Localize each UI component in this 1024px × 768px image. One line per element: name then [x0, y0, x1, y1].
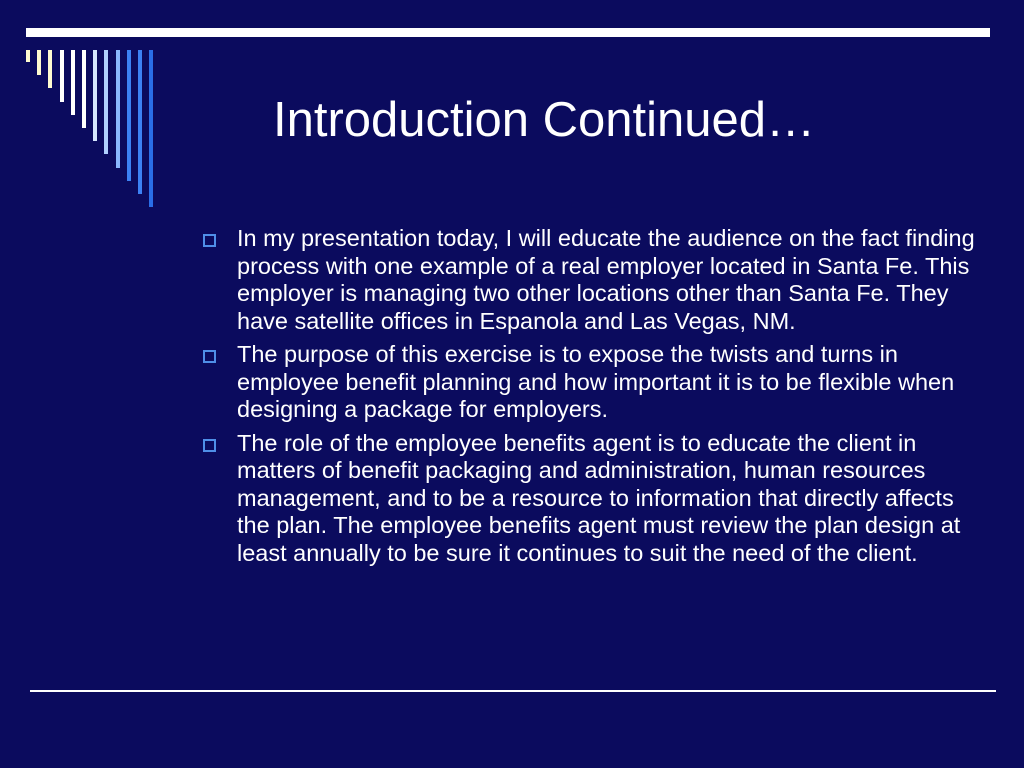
stripe — [26, 50, 30, 62]
slide-title: Introduction Continued… — [273, 93, 816, 147]
stripe — [48, 50, 52, 88]
bullet-item — [200, 225, 980, 335]
stripe — [149, 50, 153, 207]
bullet-text: The purpose of this exercise is to expose the twists and turns in employee benefit planning and how important it is to be flexible when designing a package for employers. — [237, 341, 955, 422]
stripe — [127, 50, 131, 181]
stripe — [60, 50, 64, 102]
square-bullet-icon — [203, 439, 216, 452]
bullet-text: In my presentation today, I will educate the audience on the fact finding process with one example of a real employer located in Santa Fe. This employer is managing two other locations other than Santa Fe. They have satellite offices in Espanola and Las Vegas, NM. — [237, 225, 975, 334]
stripe — [71, 50, 75, 115]
bullet-list — [200, 225, 980, 573]
stripe — [116, 50, 120, 168]
square-bullet-icon — [203, 350, 216, 363]
stripe — [82, 50, 86, 128]
bullet-item — [200, 430, 980, 568]
square-bullet-icon — [203, 234, 216, 247]
stripe — [104, 50, 108, 154]
stripe — [93, 50, 97, 141]
stripe — [37, 50, 41, 75]
decorative-stripes — [0, 0, 180, 220]
bottom-rule — [30, 690, 996, 692]
bullet-text: The role of the employee benefits agent is to educate the client in matters of benefit packaging and administration, human resources management, and to be a resource to information that directly affects the plan. The employee benefits agent must review the plan design at least annually to be sure it continues to suit the need of the client. — [237, 429, 961, 566]
stripe — [138, 50, 142, 194]
bullet-item — [200, 341, 980, 424]
